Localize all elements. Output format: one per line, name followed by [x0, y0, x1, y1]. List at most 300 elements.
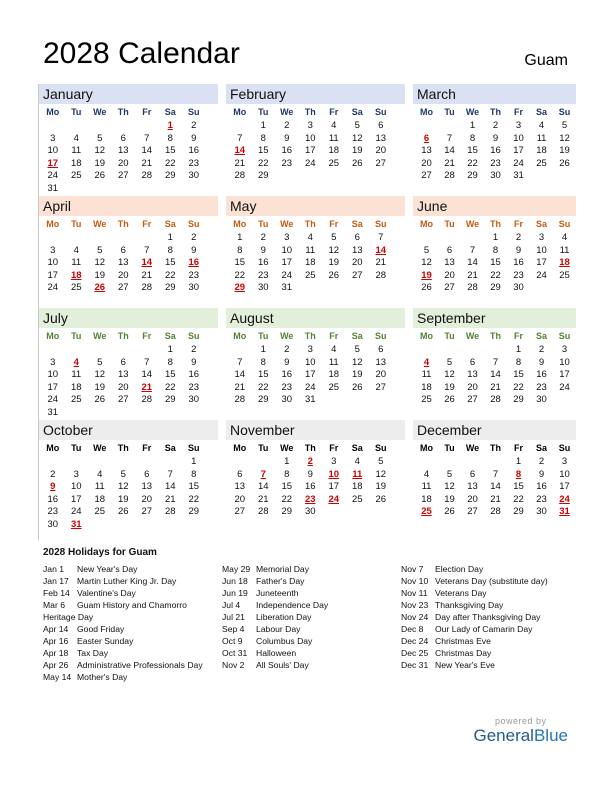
day-cell[interactable]: 7	[492, 468, 499, 480]
day-cell[interactable]: 9	[260, 244, 266, 256]
day-cell[interactable]: 30	[490, 170, 501, 181]
day-cell[interactable]: 2	[284, 120, 290, 131]
day-cell[interactable]: 21	[234, 157, 246, 169]
day-cell[interactable]: 15	[257, 369, 269, 380]
day-cell[interactable]: 23	[281, 157, 293, 169]
day-cell[interactable]: 19	[375, 481, 387, 492]
day-cell[interactable]: 21	[141, 157, 153, 169]
day-cell[interactable]: 4	[97, 468, 103, 480]
day-cell[interactable]: 27	[141, 506, 153, 517]
day-cell[interactable]: 14	[444, 145, 455, 156]
day-cell[interactable]: 10	[536, 244, 547, 256]
day-cell[interactable]: 1	[515, 344, 522, 355]
day-cell[interactable]: 18	[536, 145, 547, 156]
day-cell[interactable]: 24	[559, 493, 570, 505]
day-cell[interactable]: 12	[421, 257, 432, 268]
day-cell[interactable]: 7	[260, 468, 266, 480]
day-cell[interactable]: 27	[375, 381, 387, 393]
day-cell[interactable]: 12	[94, 257, 106, 268]
day-cell[interactable]: 17	[559, 481, 570, 492]
day-cell[interactable]: 12	[351, 132, 363, 144]
day-cell[interactable]: 22	[513, 381, 524, 393]
day-cell[interactable]: 30	[257, 282, 269, 293]
day-cell[interactable]: 5	[446, 356, 453, 368]
day-cell[interactable]: 16	[536, 369, 547, 380]
day-cell[interactable]: 31	[70, 518, 82, 530]
day-cell[interactable]: 5	[423, 244, 430, 256]
day-cell[interactable]: 6	[120, 132, 126, 144]
day-cell[interactable]: 30	[47, 518, 59, 530]
day-cell[interactable]: 10	[47, 145, 59, 156]
day-cell[interactable]: 25	[421, 506, 432, 517]
day-cell[interactable]: 15	[513, 369, 524, 380]
day-cell[interactable]: 20	[351, 257, 363, 268]
day-cell[interactable]: 29	[164, 394, 176, 405]
day-cell[interactable]: 4	[331, 344, 337, 355]
day-cell[interactable]: 18	[351, 481, 363, 492]
day-cell[interactable]: 16	[188, 369, 200, 380]
day-cell[interactable]: 28	[375, 269, 387, 281]
day-cell[interactable]: 22	[164, 381, 176, 393]
day-cell[interactable]: 3	[561, 456, 568, 467]
day-cell[interactable]: 10	[47, 257, 59, 268]
day-cell[interactable]: 8	[515, 356, 522, 368]
day-cell[interactable]: 29	[257, 170, 269, 181]
day-cell[interactable]: 26	[94, 170, 106, 181]
day-cell[interactable]: 9	[191, 356, 197, 368]
day-cell[interactable]: 6	[237, 468, 243, 480]
day-cell[interactable]: 6	[469, 356, 476, 368]
day-cell[interactable]: 8	[469, 132, 476, 144]
day-cell[interactable]: 14	[141, 257, 153, 268]
day-cell[interactable]: 9	[307, 468, 313, 480]
day-cell[interactable]: 8	[260, 356, 266, 368]
day-cell[interactable]: 13	[234, 481, 246, 492]
day-cell[interactable]: 13	[117, 257, 129, 268]
day-cell[interactable]: 31	[304, 394, 316, 405]
day-cell[interactable]: 4	[331, 120, 337, 131]
day-cell[interactable]: 28	[141, 170, 153, 181]
day-cell[interactable]: 6	[446, 244, 453, 256]
day-cell[interactable]: 23	[536, 381, 547, 393]
day-cell[interactable]: 17	[304, 369, 316, 380]
day-cell[interactable]: 19	[94, 381, 106, 393]
day-cell[interactable]: 16	[188, 145, 200, 156]
day-cell[interactable]: 17	[281, 257, 293, 268]
day-cell[interactable]: 25	[70, 394, 82, 405]
day-cell[interactable]: 15	[188, 481, 200, 492]
day-cell[interactable]: 17	[536, 257, 547, 268]
day-cell[interactable]: 22	[281, 493, 293, 505]
day-cell[interactable]: 11	[94, 481, 105, 492]
day-cell[interactable]: 27	[421, 170, 432, 181]
day-cell[interactable]: 18	[559, 257, 570, 268]
day-cell[interactable]: 21	[164, 493, 176, 505]
day-cell[interactable]: 18	[421, 493, 432, 505]
day-cell[interactable]: 16	[513, 257, 524, 268]
day-cell[interactable]: 16	[257, 257, 269, 268]
day-cell[interactable]: 30	[188, 394, 200, 405]
day-cell[interactable]: 6	[354, 232, 360, 243]
day-cell[interactable]: 22	[188, 493, 200, 505]
day-cell[interactable]: 19	[94, 157, 106, 169]
day-cell[interactable]: 29	[513, 506, 524, 517]
day-cell[interactable]: 30	[281, 394, 293, 405]
day-cell[interactable]: 26	[94, 394, 106, 405]
day-cell[interactable]: 5	[97, 356, 103, 368]
day-cell[interactable]: 2	[515, 232, 522, 243]
day-cell[interactable]: 25	[421, 394, 432, 405]
day-cell[interactable]: 1	[260, 344, 266, 355]
day-cell[interactable]: 5	[446, 468, 453, 480]
day-cell[interactable]: 25	[328, 157, 340, 169]
day-cell[interactable]: 12	[375, 468, 387, 480]
day-cell[interactable]: 30	[188, 282, 200, 293]
day-cell[interactable]: 15	[513, 481, 524, 492]
day-cell[interactable]: 22	[257, 381, 269, 393]
day-cell[interactable]: 15	[234, 257, 246, 268]
day-cell[interactable]: 24	[328, 493, 340, 505]
day-cell[interactable]: 8	[237, 244, 243, 256]
day-cell[interactable]: 7	[144, 132, 150, 144]
day-cell[interactable]: 4	[354, 456, 360, 467]
day-cell[interactable]: 30	[536, 506, 547, 517]
day-cell[interactable]: 13	[141, 481, 153, 492]
day-cell[interactable]: 1	[167, 232, 173, 243]
day-cell[interactable]: 2	[260, 232, 266, 243]
day-cell[interactable]: 1	[469, 120, 476, 131]
day-cell[interactable]: 15	[281, 481, 293, 492]
day-cell[interactable]: 11	[421, 481, 432, 492]
day-cell[interactable]: 25	[70, 282, 82, 293]
day-cell[interactable]: 7	[378, 232, 384, 243]
day-cell[interactable]: 21	[490, 381, 501, 393]
day-cell[interactable]: 31	[559, 506, 570, 517]
day-cell[interactable]: 8	[260, 132, 266, 144]
day-cell[interactable]: 17	[47, 157, 59, 169]
day-cell[interactable]: 5	[97, 244, 103, 256]
day-cell[interactable]: 1	[284, 456, 290, 467]
day-cell[interactable]: 24	[559, 381, 570, 393]
day-cell[interactable]: 29	[164, 170, 176, 181]
day-cell[interactable]: 20	[117, 269, 129, 281]
day-cell[interactable]: 19	[444, 493, 455, 505]
day-cell[interactable]: 16	[281, 145, 293, 156]
day-cell[interactable]: 13	[444, 257, 455, 268]
day-cell[interactable]: 24	[304, 157, 316, 169]
day-cell[interactable]: 20	[141, 493, 153, 505]
day-cell[interactable]: 22	[513, 493, 524, 505]
day-cell[interactable]: 14	[467, 257, 478, 268]
day-cell[interactable]: 14	[375, 244, 387, 256]
day-cell[interactable]: 17	[328, 481, 340, 492]
day-cell[interactable]: 28	[234, 394, 246, 405]
day-cell[interactable]: 22	[467, 157, 478, 169]
day-cell[interactable]: 26	[375, 493, 387, 505]
day-cell[interactable]: 31	[281, 282, 293, 293]
day-cell[interactable]: 23	[188, 381, 200, 393]
day-cell[interactable]: 9	[50, 481, 56, 492]
day-cell[interactable]: 29	[257, 394, 269, 405]
day-cell[interactable]: 5	[97, 132, 103, 144]
day-cell[interactable]: 26	[328, 269, 340, 281]
day-cell[interactable]: 21	[490, 493, 501, 505]
day-cell[interactable]: 28	[164, 506, 176, 517]
day-cell[interactable]: 7	[492, 356, 499, 368]
day-cell[interactable]: 3	[50, 356, 56, 368]
day-cell[interactable]: 8	[167, 244, 173, 256]
day-cell[interactable]: 13	[467, 369, 478, 380]
day-cell[interactable]: 11	[421, 369, 432, 380]
day-cell[interactable]: 17	[47, 269, 59, 281]
day-cell[interactable]: 7	[144, 356, 150, 368]
day-cell[interactable]: 3	[73, 468, 79, 480]
day-cell[interactable]: 21	[444, 157, 455, 169]
day-cell[interactable]: 1	[167, 120, 173, 131]
day-cell[interactable]: 6	[469, 468, 476, 480]
day-cell[interactable]: 12	[559, 132, 570, 144]
day-cell[interactable]: 12	[94, 369, 106, 380]
day-cell[interactable]: 10	[559, 468, 570, 480]
day-cell[interactable]: 2	[191, 120, 197, 131]
day-cell[interactable]: 14	[164, 481, 176, 492]
day-cell[interactable]: 2	[191, 344, 197, 355]
day-cell[interactable]: 11	[536, 132, 547, 144]
day-cell[interactable]: 25	[351, 493, 363, 505]
day-cell[interactable]: 25	[94, 506, 106, 517]
day-cell[interactable]: 14	[490, 481, 501, 492]
day-cell[interactable]: 14	[234, 145, 246, 156]
day-cell[interactable]: 19	[444, 381, 455, 393]
day-cell[interactable]: 21	[234, 381, 246, 393]
day-cell[interactable]: 2	[492, 120, 499, 131]
day-cell[interactable]: 7	[237, 132, 243, 144]
day-cell[interactable]: 25	[70, 170, 82, 181]
day-cell[interactable]: 5	[331, 232, 337, 243]
day-cell[interactable]: 28	[234, 170, 246, 181]
day-cell[interactable]: 3	[50, 244, 56, 256]
day-cell[interactable]: 11	[328, 132, 339, 144]
day-cell[interactable]: 14	[141, 145, 153, 156]
day-cell[interactable]: 19	[117, 493, 129, 505]
day-cell[interactable]: 21	[141, 381, 153, 393]
day-cell[interactable]: 28	[444, 170, 455, 181]
day-cell[interactable]: 9	[284, 356, 290, 368]
day-cell[interactable]: 20	[375, 145, 387, 156]
day-cell[interactable]: 13	[375, 132, 387, 144]
day-cell[interactable]: 3	[561, 344, 568, 355]
day-cell[interactable]: 20	[444, 269, 455, 281]
day-cell[interactable]: 10	[559, 356, 570, 368]
day-cell[interactable]: 31	[47, 406, 59, 418]
day-cell[interactable]: 12	[117, 481, 129, 492]
day-cell[interactable]: 24	[47, 394, 59, 405]
day-cell[interactable]: 16	[281, 369, 293, 380]
day-cell[interactable]: 8	[515, 468, 522, 480]
day-cell[interactable]: 4	[307, 232, 313, 243]
day-cell[interactable]: 7	[469, 244, 476, 256]
day-cell[interactable]: 13	[117, 369, 129, 380]
day-cell[interactable]: 10	[281, 244, 293, 256]
day-cell[interactable]: 29	[281, 506, 293, 517]
day-cell[interactable]: 3	[331, 456, 337, 467]
day-cell[interactable]: 19	[328, 257, 340, 268]
day-cell[interactable]: 9	[284, 132, 290, 144]
day-cell[interactable]: 29	[234, 282, 246, 293]
day-cell[interactable]: 27	[117, 394, 129, 405]
day-cell[interactable]: 18	[94, 493, 106, 505]
day-cell[interactable]: 27	[234, 506, 246, 517]
day-cell[interactable]: 12	[328, 244, 340, 256]
day-cell[interactable]: 19	[351, 145, 363, 156]
day-cell[interactable]: 3	[307, 120, 313, 131]
day-cell[interactable]: 2	[307, 456, 313, 467]
day-cell[interactable]: 27	[117, 282, 129, 293]
day-cell[interactable]: 23	[47, 506, 59, 517]
day-cell[interactable]: 17	[304, 145, 316, 156]
day-cell[interactable]: 2	[284, 344, 290, 355]
day-cell[interactable]: 8	[492, 244, 499, 256]
day-cell[interactable]: 10	[513, 132, 524, 144]
day-cell[interactable]: 26	[444, 394, 455, 405]
day-cell[interactable]: 29	[188, 506, 200, 517]
day-cell[interactable]: 6	[423, 132, 430, 144]
day-cell[interactable]: 13	[117, 145, 129, 156]
day-cell[interactable]: 18	[328, 145, 340, 156]
day-cell[interactable]: 29	[490, 282, 501, 293]
day-cell[interactable]: 18	[421, 381, 432, 393]
day-cell[interactable]: 1	[492, 232, 499, 243]
day-cell[interactable]: 25	[328, 381, 340, 393]
day-cell[interactable]: 23	[304, 493, 316, 505]
day-cell[interactable]: 4	[538, 120, 545, 131]
day-cell[interactable]: 15	[490, 257, 501, 268]
day-cell[interactable]: 4	[73, 244, 79, 256]
day-cell[interactable]: 4	[73, 356, 79, 368]
day-cell[interactable]: 23	[513, 269, 524, 281]
day-cell[interactable]: 27	[117, 170, 129, 181]
day-cell[interactable]: 11	[71, 257, 82, 268]
day-cell[interactable]: 22	[257, 157, 269, 169]
day-cell[interactable]: 7	[446, 132, 453, 144]
brand-logo[interactable]	[473, 716, 568, 746]
day-cell[interactable]: 27	[444, 282, 455, 293]
day-cell[interactable]: 23	[536, 493, 547, 505]
day-cell[interactable]: 22	[164, 269, 176, 281]
day-cell[interactable]: 29	[164, 282, 176, 293]
day-cell[interactable]: 13	[351, 244, 363, 256]
day-cell[interactable]: 9	[191, 132, 197, 144]
day-cell[interactable]: 14	[234, 369, 246, 380]
day-cell[interactable]: 6	[378, 120, 384, 131]
day-cell[interactable]: 28	[467, 282, 478, 293]
day-cell[interactable]: 20	[117, 157, 129, 169]
day-cell[interactable]: 18	[304, 257, 316, 268]
day-cell[interactable]: 24	[70, 506, 82, 517]
day-cell[interactable]: 21	[141, 269, 153, 281]
day-cell[interactable]: 27	[351, 269, 363, 281]
day-cell[interactable]: 28	[490, 394, 501, 405]
day-cell[interactable]: 24	[513, 157, 524, 169]
day-cell[interactable]: 16	[536, 481, 547, 492]
day-cell[interactable]: 31	[513, 170, 524, 181]
day-cell[interactable]: 21	[375, 257, 387, 268]
day-cell[interactable]: 4	[423, 468, 430, 480]
day-cell[interactable]: 11	[328, 356, 339, 368]
day-cell[interactable]: 18	[328, 369, 340, 380]
day-cell[interactable]: 4	[423, 356, 430, 368]
day-cell[interactable]: 12	[444, 369, 455, 380]
day-cell[interactable]: 10	[304, 356, 316, 368]
day-cell[interactable]: 16	[490, 145, 501, 156]
day-cell[interactable]: 17	[47, 381, 59, 393]
day-cell[interactable]: 20	[467, 381, 478, 393]
day-cell[interactable]: 11	[559, 244, 570, 256]
day-cell[interactable]: 2	[50, 468, 56, 480]
day-cell[interactable]: 19	[94, 269, 106, 281]
day-cell[interactable]: 5	[354, 120, 360, 131]
day-cell[interactable]: 15	[164, 145, 176, 156]
day-cell[interactable]: 15	[257, 145, 269, 156]
day-cell[interactable]: 23	[281, 381, 293, 393]
day-cell[interactable]: 9	[515, 244, 522, 256]
day-cell[interactable]: 16	[47, 493, 59, 505]
day-cell[interactable]: 30	[536, 394, 547, 405]
day-cell[interactable]: 18	[70, 269, 82, 281]
day-cell[interactable]: 10	[47, 369, 59, 380]
day-cell[interactable]: 26	[351, 157, 363, 169]
day-cell[interactable]: 1	[515, 456, 522, 467]
day-cell[interactable]: 8	[284, 468, 290, 480]
day-cell[interactable]: 26	[421, 282, 432, 293]
day-cell[interactable]: 15	[164, 257, 176, 268]
day-cell[interactable]: 17	[513, 145, 524, 156]
day-cell[interactable]: 26	[94, 282, 106, 293]
day-cell[interactable]: 3	[284, 232, 290, 243]
day-cell[interactable]: 30	[304, 506, 316, 517]
day-cell[interactable]: 13	[421, 145, 432, 156]
day-cell[interactable]: 9	[538, 468, 545, 480]
day-cell[interactable]: 10	[328, 468, 340, 480]
day-cell[interactable]: 3	[307, 344, 313, 355]
day-cell[interactable]: 23	[188, 269, 200, 281]
day-cell[interactable]: 14	[257, 481, 269, 492]
day-cell[interactable]: 3	[50, 132, 56, 144]
day-cell[interactable]: 3	[538, 232, 545, 243]
day-cell[interactable]: 11	[71, 369, 82, 380]
day-cell[interactable]: 24	[47, 282, 59, 293]
day-cell[interactable]: 9	[492, 132, 499, 144]
day-cell[interactable]: 31	[47, 182, 59, 194]
day-cell[interactable]: 7	[237, 356, 243, 368]
day-cell[interactable]: 22	[164, 157, 176, 169]
day-cell[interactable]: 6	[120, 244, 126, 256]
day-cell[interactable]: 18	[70, 157, 82, 169]
day-cell[interactable]: 26	[117, 506, 129, 517]
day-cell[interactable]: 18	[70, 381, 82, 393]
day-cell[interactable]: 6	[120, 356, 126, 368]
day-cell[interactable]: 30	[513, 282, 524, 293]
day-cell[interactable]: 28	[257, 506, 269, 517]
day-cell[interactable]: 5	[378, 456, 384, 467]
day-cell[interactable]: 29	[467, 170, 478, 181]
day-cell[interactable]: 28	[141, 394, 153, 405]
day-cell[interactable]: 7	[144, 244, 150, 256]
day-cell[interactable]: 5	[561, 120, 568, 131]
day-cell[interactable]: 2	[191, 232, 197, 243]
day-cell[interactable]: 28	[490, 506, 501, 517]
day-cell[interactable]: 2	[538, 344, 545, 355]
